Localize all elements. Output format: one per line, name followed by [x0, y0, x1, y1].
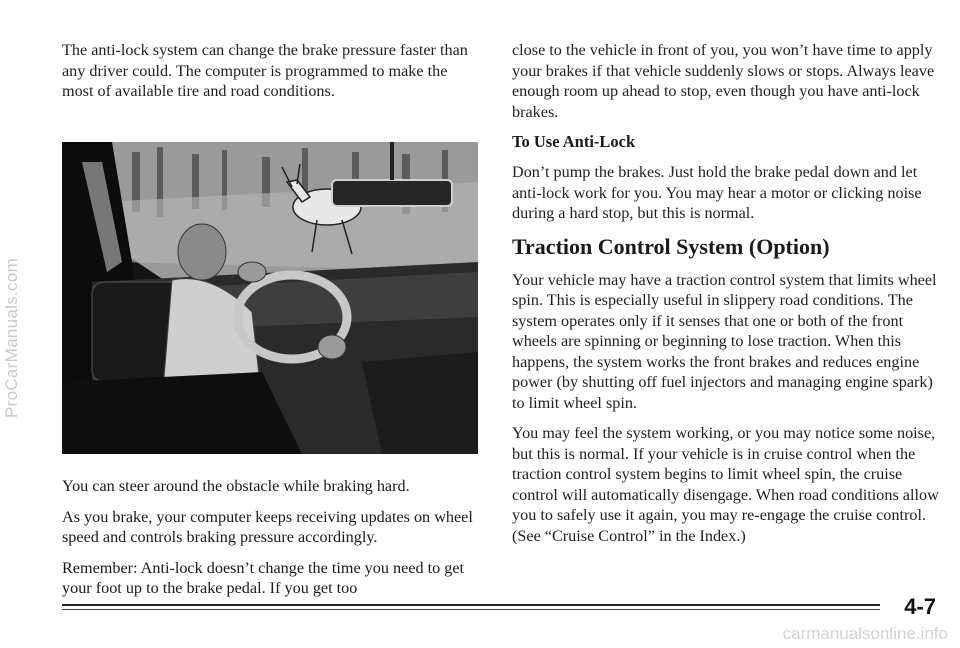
- section-title-traction-control: Traction Control System (Option): [512, 233, 830, 259]
- right-paragraph-2: Don’t pump the brakes. Just hold the brake pedal down and let anti-lock work for you. You may hear a motor or clicking noise during a hard stop, but this is normal.: [512, 163, 922, 222]
- page-number: 4-7: [904, 594, 936, 619]
- footer-rule-thin: [62, 609, 880, 610]
- left-lower-text: [62, 476, 482, 609]
- subheading-use-anti-lock: To Use Anti-Lock: [512, 132, 636, 151]
- illustration-caption: You can steer around the obstacle while braking hard.: [62, 477, 410, 495]
- right-paragraph-4: You may feel the system working, or you may notice some noise, but this is normal. If your vehicle is in cruise control when the traction control system begins to limit wheel spin, the cruise control will automatically disengage. When road conditions allow you to safely use it again, you may re-engage the cruise control. (See “Cruise Control” in the Index.): [512, 424, 939, 545]
- left-paragraph-2: As you brake, your computer keeps receiving updates on wheel speed and controls braking pressure accordingly.: [62, 507, 473, 546]
- left-paragraph-3: Remember: Anti-lock doesn’t change the time you need to get your foot up to the brake pedal. If you get too: [62, 558, 465, 597]
- illustration-svg: [62, 142, 478, 454]
- left-column: [62, 40, 482, 112]
- right-paragraph-1: close to the vehicle in front of you, you won’t have time to apply your brakes if that vehicle suddenly slows or stops. Always leave enough room up ahead to stop, even though you have anti-lock brakes.: [512, 41, 935, 121]
- bottom-watermark: carmanualsonline.info: [782, 624, 948, 643]
- left-paragraph-1: The anti-lock system can change the brake pressure faster than any driver could. The computer is programmed to make the most of available tire and road conditions.: [62, 41, 468, 100]
- side-watermark: ProCarManuals.com: [2, 257, 21, 418]
- right-paragraph-3: Your vehicle may have a traction control system that limits wheel spin. This is especially useful in slippery road conditions. The system operates only if it senses that one or both of the front wheels are spinning or beginning to lose traction. When this happens, the system works the front brakes and reduces engine power (by shutting off fuel injectors and managing engine spark) to limit wheel spin.: [512, 270, 937, 412]
- footer-rule: [62, 604, 880, 606]
- right-column: [512, 40, 942, 556]
- driver-deer-illustration: [62, 142, 478, 454]
